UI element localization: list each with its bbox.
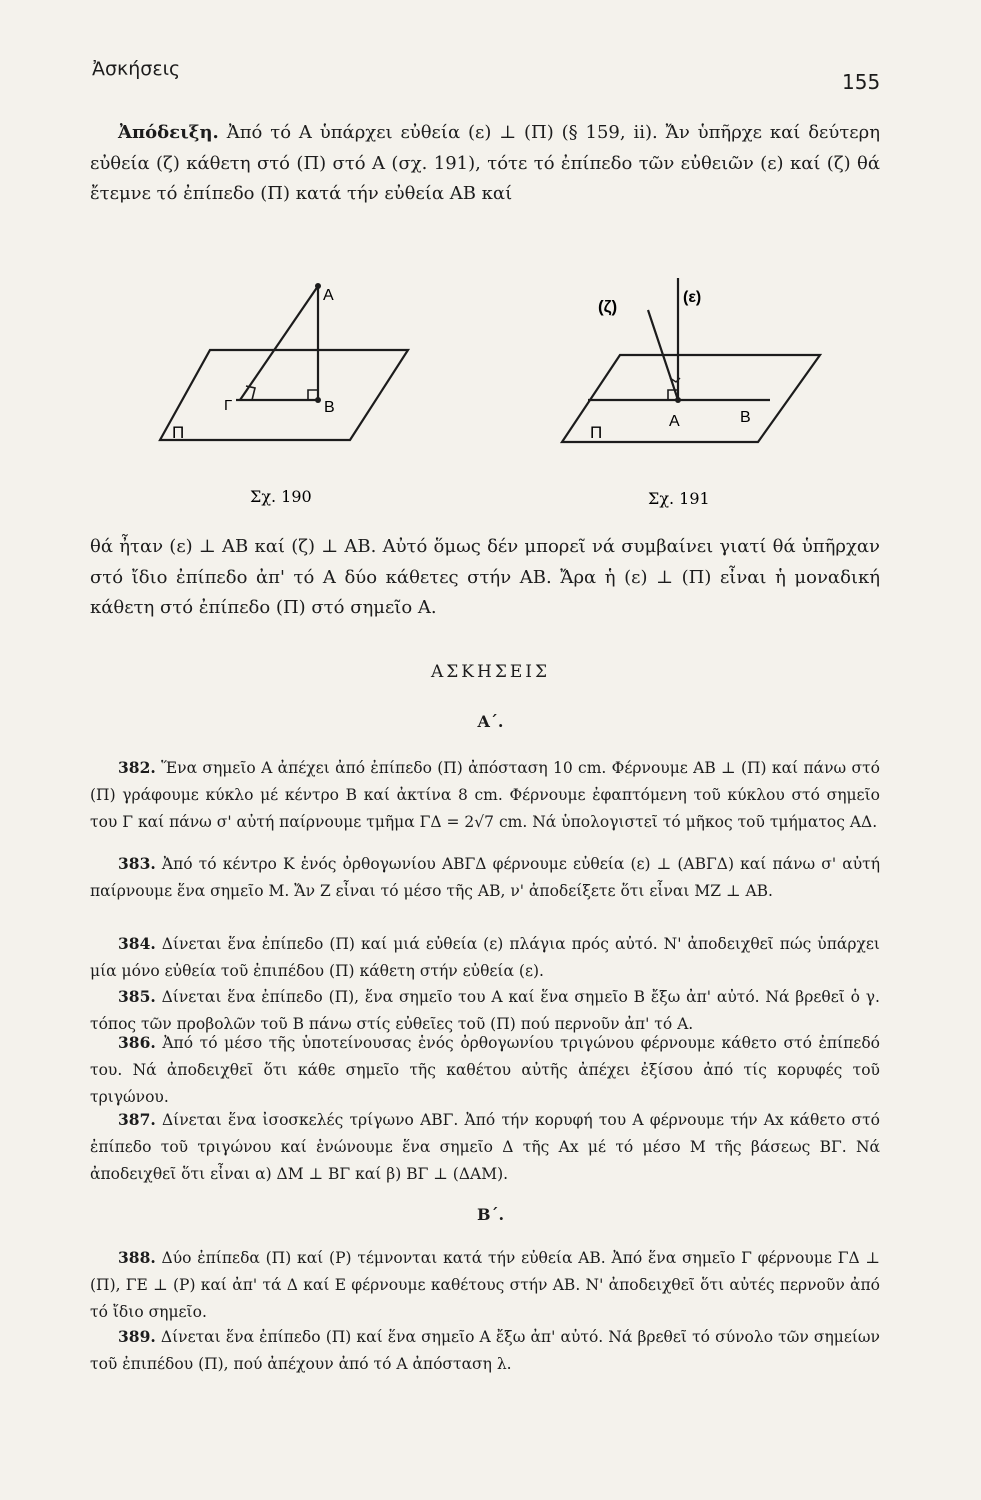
exercise-text: Δύο ἐπίπεδα (Π) καί (Ρ) τέμνονται κατά τήν εὐθεία ΑΒ. Ἀπό ἕνα σημεῖο Γ φέρνουμε ΓΔ ⊥ (Π), ΓΕ ⊥ (Ρ) καί ἀπ' τά Δ καί Ε φέρνουμε καθέτους στήν ΑΒ. Ν' ἀποδειχθεῖ ὅτι αὐτές περνοῦν ἀπό τό ἴδιο σημεῖο. — [90, 1249, 880, 1321]
exercise-text: Δίνεται ἕνα ἰσοσκελές τρίγωνο ΑΒΓ. Ἀπό τήν κορυφή του Α φέρνουμε τήν Αx κάθετο στό ἐπίπεδο τοῦ τριγώνου καί ἑνώνουμε ἕνα σημεῖο Δ τῆς Αx μέ τό μέσο Μ τῆς βάσεως ΒΓ. Νά ἀποδειχθεῖ ὅτι εἶναι α) ΔΜ ⊥ ΒΓ καί β) ΒΓ ⊥ (ΔΑΜ). — [90, 1111, 880, 1183]
fig191-label-B: B — [740, 409, 751, 426]
fig191-label-A: A — [669, 413, 680, 430]
exercise-number: 389. — [118, 1327, 156, 1346]
exercise-387 — [90, 1106, 880, 1188]
proof-text: Ἀπό τό Α ὑπάρχει εὐθεία (ε) ⊥ (Π) (§ 159, ii). Ἄν ὑπῆρχε καί δεύτερη εὐθεία (ζ) κάθετη στό (Π) στό Α (σχ. 191), τότε τό ἐπίπεδο τῶν εὐθειῶν (ε) καί (ζ) θά ἔτεμνε τό ἐπίπεδο (Π) κατά τήν εὐθεία ΑΒ καί — [90, 122, 880, 204]
exercise-number: 384. — [118, 934, 156, 953]
running-head: Ἀσκήσεις — [92, 58, 181, 80]
figures-area — [150, 260, 850, 520]
exercise-text: Ἀπό τό μέσο τῆς ὑποτείνουσας ἑνός ὀρθογωνίου τριγώνου φέρνουμε κάθετο στό ἐπίπεδό του. Νά ἀποδειχθεῖ ὅτι κάθε σημεῖο τῆς καθέτου αὐτῆς ἀπέχει ἐξίσου ἀπό τίς κορυφές τοῦ τριγώνου. — [90, 1034, 880, 1106]
exercise-text: Ἀπό τό κέντρο Κ ἑνός ὀρθογωνίου ΑΒΓΔ φέρνουμε εὐθεία (ε) ⊥ (ΑΒΓΔ) καί πάνω σ' αὐτή παίρνουμε ἕνα σημεῖο Μ. Ἄν Ζ εἶναι τό μέσο τῆς ΑΒ, ν' ἀποδείξετε ὅτι εἶναι ΜΖ ⊥ ΑΒ. — [90, 855, 880, 900]
section-heading: ΑΣΚΗΣΕΙΣ — [431, 662, 550, 682]
exercise-number: 385. — [118, 987, 156, 1006]
exercise-number: 383. — [118, 854, 156, 873]
fig190-label-G: Γ — [224, 397, 233, 414]
exercise-number: 386. — [118, 1033, 156, 1052]
part-b-heading: Β΄. — [476, 1205, 505, 1224]
part-a-heading: Α΄. — [477, 712, 504, 731]
fig191-label-eps: (ε) — [683, 289, 702, 306]
fig190-label-A: A — [323, 287, 334, 304]
fig190-label-P: Π — [172, 423, 185, 442]
exercise-text: Ἕνα σημεῖο Α ἀπέχει ἀπό ἐπίπεδο (Π) ἀπόσταση 10 cm. Φέρνουμε ΑΒ ⊥ (Π) καί πάνω στό (Π) γράφουμε κύκλο μέ κέντρο Β καί ἀκτίνα 8 cm. Φέρνουμε ἐφαπτόμενη τοῦ κύκλου στό σημεῖο του Γ καί πάνω σ' αὐτή παίρνουμε τμῆμα ΓΔ = 2√7 cm. Νά ὑπολογιστεῖ τό μῆκος τοῦ τμήματος ΑΔ. — [90, 759, 880, 831]
exercise-384 — [90, 930, 880, 985]
exercise-text: Δίνεται ἕνα ἐπίπεδο (Π) καί ἕνα σημεῖο Α ἔξω ἀπ' αὐτό. Νά βρεθεῖ τό σύνολο τῶν σημείων τοῦ ἐπιπέδου (Π), πού ἀπέχουν ἀπό τό Α ἀπόσταση λ. — [90, 1328, 880, 1373]
fig191-caption: Σχ. 191 — [648, 489, 710, 508]
proof-paragraph — [90, 118, 880, 210]
proof-continuation: θά ἦταν (ε) ⊥ ΑΒ καί (ζ) ⊥ ΑΒ. Αὐτό ὅμως δέν μπορεῖ νά συμβαίνει γιατί θά ὑπῆρχαν στό ἴδιο ἐπίπεδο ἀπ' τό Α δύο κάθετες στήν ΑΒ. Ἄρα ἡ (ε) ⊥ (Π) εἶναι ἡ μοναδική κάθετη στό ἐπίπεδο (Π) στό σημεῖο Α. — [90, 536, 880, 618]
exercise-386 — [90, 1029, 880, 1111]
fig190-caption: Σχ. 190 — [250, 487, 312, 506]
fig191-label-P: Π — [590, 423, 603, 442]
exercise-382 — [90, 754, 880, 836]
figure-191 — [150, 260, 850, 520]
proof-label: Ἀπόδειξη. — [118, 122, 219, 143]
fig190-label-B: B — [324, 399, 335, 416]
exercise-388 — [90, 1244, 880, 1326]
exercise-number: 382. — [118, 758, 156, 777]
exercise-383 — [90, 850, 880, 905]
page-number: 155 — [842, 70, 881, 94]
exercise-389 — [90, 1323, 880, 1378]
exercise-number: 387. — [118, 1110, 156, 1129]
exercise-number: 388. — [118, 1248, 156, 1267]
exercise-text: Δίνεται ἕνα ἐπίπεδο (Π), ἕνα σημεῖο του Α καί ἕνα σημεῖο Β ἔξω ἀπ' αὐτό. Νά βρεθεῖ ὁ γ. τόπος τῶν προβολῶν τοῦ Β πάνω στίς εὐθεῖες τοῦ (Π) πού περνοῦν ἀπ' τό Α. — [90, 988, 880, 1033]
fig191-label-zeta: (ζ) — [598, 297, 618, 316]
exercise-text: Δίνεται ἕνα ἐπίπεδο (Π) καί μιά εὐθεία (ε) πλάγια πρός αὐτό. Ν' ἀποδειχθεῖ πώς ὑπάρχει μία μόνο εὐθεία τοῦ ἐπιπέδου (Π) κάθετη στήν εὐθεία (ε). — [90, 935, 880, 980]
